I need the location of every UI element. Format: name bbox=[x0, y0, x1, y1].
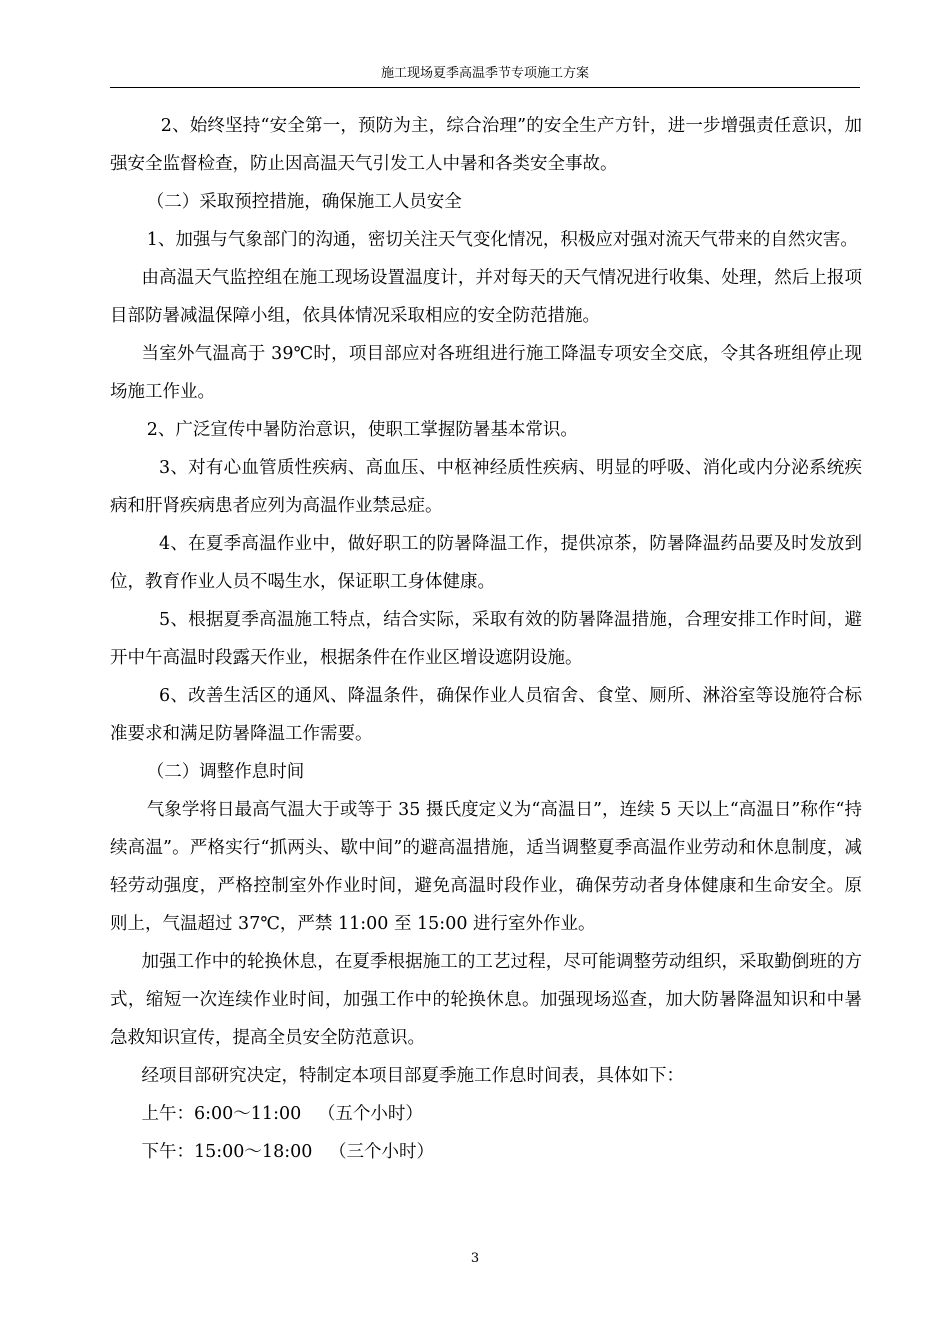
paragraph-rotation-rest: 加强工作中的轮换休息，在夏季根据施工的工艺过程，尽可能调整劳动组织，采取勤倒班的方式，缩短一次连续作业时间，加强工作中的轮换休息。加强现场巡查，加大防暑降温知识和中暑急救知识宣传，提高全员安全防范意识。 bbox=[110, 952, 862, 1048]
paragraph-temperature-threshold: 当室外气温高于 39℃时，项目部应对各班组进行施工降温专项安全交底，令其各班组停止现场施工作业。 bbox=[110, 344, 862, 402]
section-heading-work-hours: （二）调整作息时间 bbox=[146, 762, 305, 782]
paragraph-thermometer: 由高温天气监控组在施工现场设置温度计，并对每天的天气情况进行收集、处理，然后上报项目部防暑减温保障小组，依具体情况采取相应的安全防范措施。 bbox=[110, 268, 862, 326]
paragraph-work-scheduling: 5、根据夏季高温施工特点，结合实际，采取有效的防暑降温措施，合理安排工作时间，避开中午高温时段露天作业，根据条件在作业区增设遮阴设施。 bbox=[110, 610, 862, 668]
paragraph-weather-communication: 1、加强与气象部门的沟通，密切关注天气变化情况，积极应对强对流天气带来的自然灾害。 bbox=[146, 230, 858, 250]
schedule-morning: 上午：6:00～11:00 （五个小时） bbox=[141, 1104, 423, 1124]
paragraph-cooling-supplies: 4、在夏季高温作业中，做好职工的防暑降温工作，提供凉茶，防暑降温药品要及时发放到位，教育作业人员不喝生水，保证职工身体健康。 bbox=[110, 534, 862, 592]
paragraph-schedule-intro: 经项目部研究决定，特制定本项目部夏季施工作息时间表，具体如下： bbox=[141, 1066, 684, 1086]
section-heading-precautions: （二）采取预控措施，确保施工人员安全 bbox=[146, 192, 462, 212]
paragraph-heatstroke-awareness: 2、广泛宣传中暑防治意识，使职工掌握防暑基本常识。 bbox=[146, 420, 578, 440]
paragraph-safety-policy: 2、始终坚持“安全第一，预防为主，综合治理”的安全生产方针，进一步增强责任意识，加强安全监督检查，防止因高温天气引发工人中暑和各类安全事故。 bbox=[110, 116, 862, 174]
paragraph-living-area: 6、改善生活区的通风、降温条件，确保作业人员宿舍、食堂、厕所、淋浴室等设施符合标准要求和满足防暑降温工作需要。 bbox=[110, 686, 862, 744]
paragraph-contraindications: 3、对有心血管质性疾病、高血压、中枢神经质性疾病、明显的呼吸、消化或内分泌系统疾病和肝肾疾病患者应列为高温作业禁忌症。 bbox=[110, 458, 862, 516]
schedule-afternoon: 下午：15:00～18:00 （三个小时） bbox=[141, 1142, 435, 1162]
header-rule bbox=[110, 87, 860, 88]
paragraph-high-temperature-definition: 气象学将日最高气温大于或等于 35 摄氏度定义为“高温日”，连续 5 天以上“高温日”称作“持续高温”。严格实行“抓两头、歇中间”的避高温措施，适当调整夏季高温作业劳动和休息制度，减轻劳动强度，严格控制室外作业时间，避免高温时段作业，确保劳动者身体健康和生命安全。原则上，气温超过 37℃，严禁 11:00 至 15:00 进行室外作业。 bbox=[110, 800, 862, 934]
running-header: 施工现场夏季高温季节专项施工方案 bbox=[380, 66, 589, 81]
document-body bbox=[110, 107, 862, 1171]
page-number: 3 bbox=[470, 1251, 480, 1266]
